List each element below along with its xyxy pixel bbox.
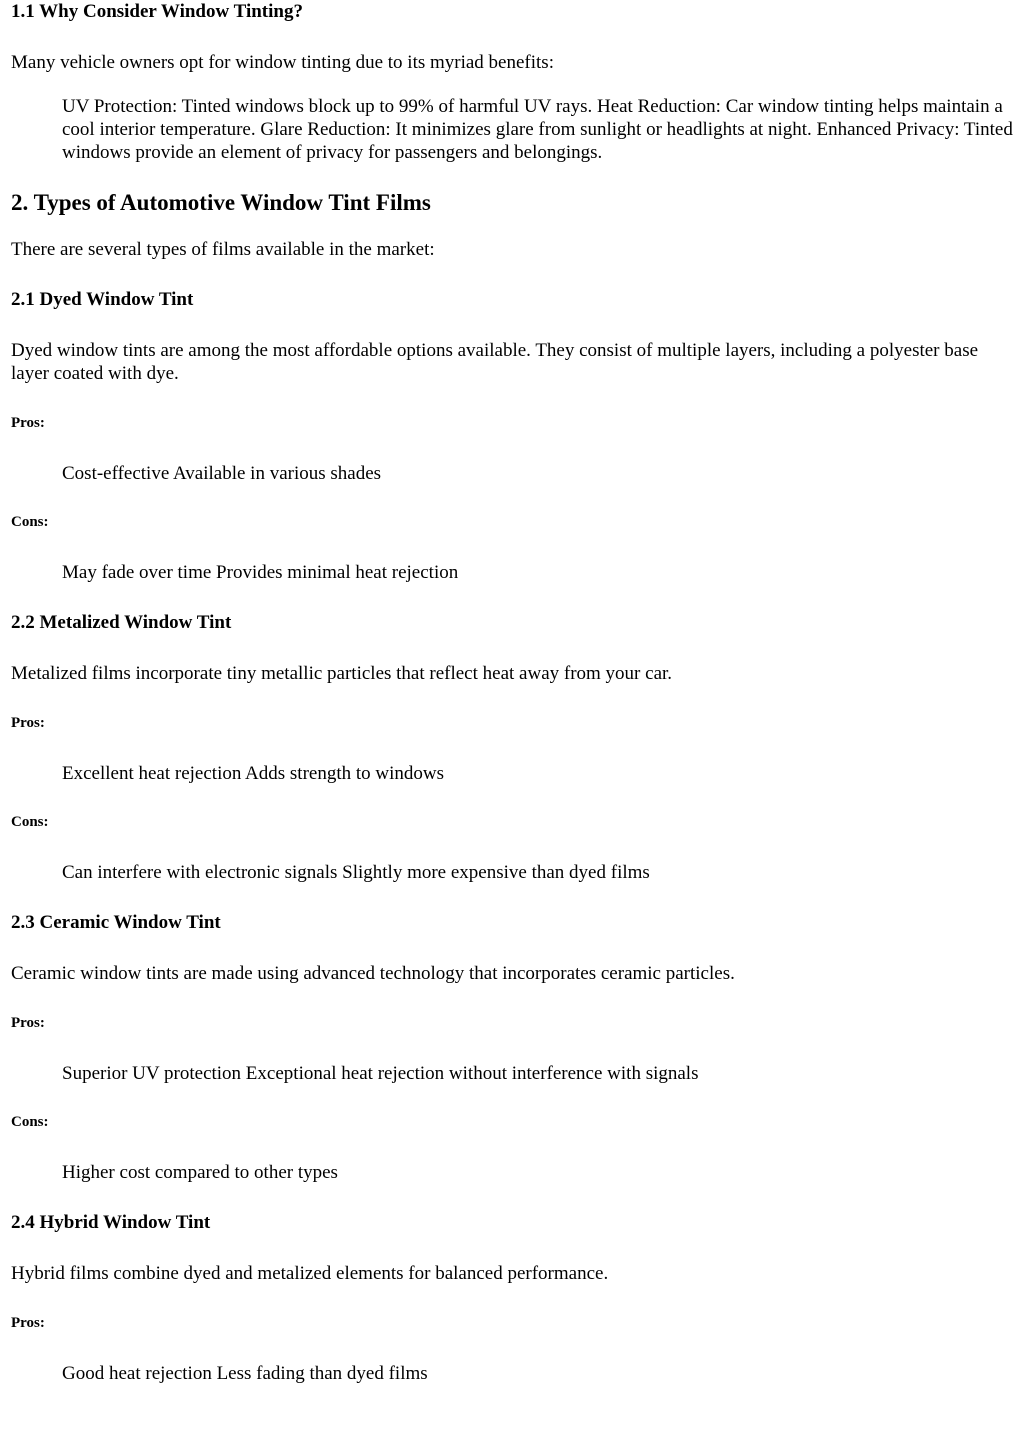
metalized-pros-list: Excellent heat rejection Adds strength to windows <box>62 763 445 784</box>
dyed-cons-list: May fade over time Provides minimal heat rejection <box>62 562 459 583</box>
metalized-cons-label: Cons: <box>11 814 49 830</box>
heading-metalized-tint: 2.2 Metalized Window Tint <box>11 612 232 633</box>
dyed-description: Dyed window tints are among the most affordable options available. They consist of multiple layers, including a polyester base layer coated with dye. <box>11 340 979 384</box>
heading-types-of-films: 2. Types of Automotive Window Tint Films <box>11 190 431 215</box>
metalized-pros-label: Pros: <box>11 715 45 731</box>
heading-dyed-tint: 2.1 Dyed Window Tint <box>11 289 194 310</box>
benefits-list: UV Protection: Tinted windows block up to 99% of harmful UV rays. Heat Reduction: Car window tinting helps maintain a cool interior temperature. Glare Reduction: It minimizes glare from sunlight or headlights at night. Enhanced Privacy: Tinted windows provide an element of privacy for passengers and belongings. <box>62 96 1013 163</box>
dyed-cons-label: Cons: <box>11 514 49 530</box>
ceramic-cons-list: Higher cost compared to other types <box>62 1162 338 1183</box>
heading-ceramic-tint: 2.3 Ceramic Window Tint <box>11 912 221 933</box>
ceramic-pros-list: Superior UV protection Exceptional heat rejection without interference with signals <box>62 1063 699 1084</box>
dyed-pros-list: Cost-effective Available in various shades <box>62 463 382 484</box>
hybrid-pros-list: Good heat rejection Less fading than dyed films <box>62 1363 428 1384</box>
metalized-cons-list: Can interfere with electronic signals Slightly more expensive than dyed films <box>62 862 650 883</box>
heading-why-consider-tinting: 1.1 Why Consider Window Tinting? <box>11 1 303 22</box>
types-intro: There are several types of films available in the market: <box>11 239 435 260</box>
hybrid-pros-label: Pros: <box>11 1315 45 1331</box>
dyed-pros-label: Pros: <box>11 415 45 431</box>
hybrid-description: Hybrid films combine dyed and metalized elements for balanced performance. <box>11 1263 609 1284</box>
why-tint-intro: Many vehicle owners opt for window tinting due to its myriad benefits: <box>11 52 554 73</box>
metalized-description: Metalized films incorporate tiny metallic particles that reflect heat away from your car. <box>11 663 673 684</box>
ceramic-cons-label: Cons: <box>11 1114 49 1130</box>
ceramic-description: Ceramic window tints are made using advanced technology that incorporates ceramic particles. <box>11 963 735 984</box>
heading-hybrid-tint: 2.4 Hybrid Window Tint <box>11 1212 211 1233</box>
ceramic-pros-label: Pros: <box>11 1015 45 1031</box>
